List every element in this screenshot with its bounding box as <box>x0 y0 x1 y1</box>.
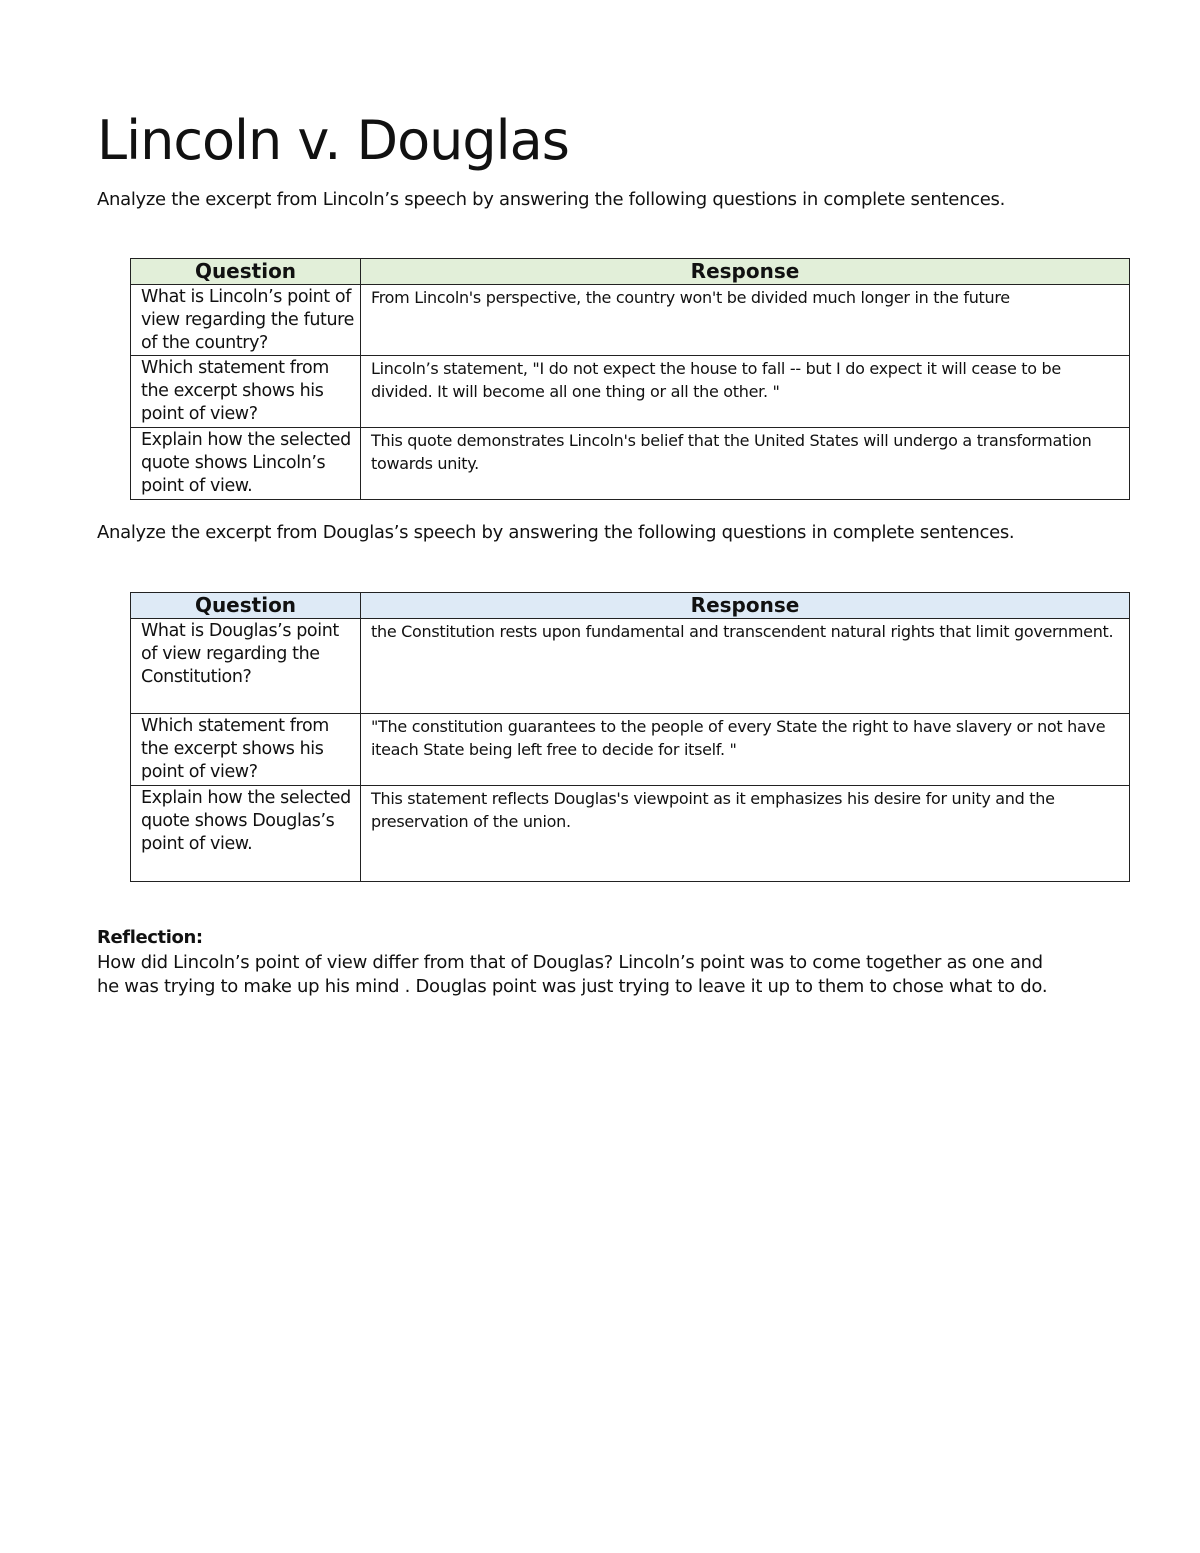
question-cell: Explain how the selected quote shows Lincoln’s point of view. <box>131 428 361 500</box>
response-cell: This statement reflects Douglas's viewpoint as it emphasizes his desire for unity and the preservation of the union. <box>361 786 1130 882</box>
reflection-label: Reflection: <box>97 927 203 948</box>
question-header: Question <box>131 593 361 619</box>
table-row <box>131 356 1130 428</box>
table-header-row <box>131 593 1130 619</box>
table-header-row <box>131 259 1130 285</box>
response-cell: the Constitution rests upon fundamental and transcendent natural rights that limit government. <box>361 619 1130 714</box>
table-row <box>131 285 1130 356</box>
response-cell: "The constitution guarantees to the people of every State the right to have slavery or not have iteach State being left free to decide for itself. " <box>361 714 1130 786</box>
response-header: Response <box>361 259 1130 285</box>
response-cell: From Lincoln's perspective, the country won't be divided much longer in the future <box>361 285 1130 356</box>
question-header: Question <box>131 259 361 285</box>
lincoln-table <box>130 258 1130 500</box>
table-row <box>131 786 1130 882</box>
question-cell: Which statement from the excerpt shows his point of view? <box>131 356 361 428</box>
douglas-table <box>130 592 1130 882</box>
question-cell: Explain how the selected quote shows Douglas’s point of view. <box>131 786 361 882</box>
reflection-text: How did Lincoln’s point of view differ from that of Douglas? Lincoln’s point was to come together as one and he was trying to make up his mind . Douglas point was just trying to leave it up to them to chose what to do. <box>97 952 1048 997</box>
page-title: Lincoln v. Douglas <box>97 109 569 172</box>
question-cell: Which statement from the excerpt shows his point of view? <box>131 714 361 786</box>
question-cell: What is Douglas’s point of view regarding the Constitution? <box>131 619 361 714</box>
douglas-instructions: Analyze the excerpt from Douglas’s speech by answering the following questions in complete sentences. <box>97 522 1015 543</box>
response-header: Response <box>361 593 1130 619</box>
table-row <box>131 714 1130 786</box>
table-row <box>131 428 1130 500</box>
response-cell: Lincoln’s statement, "I do not expect the house to fall -- but I do expect it will cease to be divided. It will become all one thing or all the other. " <box>361 356 1130 428</box>
table-row <box>131 619 1130 714</box>
response-cell: This quote demonstrates Lincoln's belief that the United States will undergo a transformation towards unity. <box>361 428 1130 500</box>
question-cell: What is Lincoln’s point of view regarding the future of the country? <box>131 285 361 356</box>
lincoln-instructions: Analyze the excerpt from Lincoln’s speech by answering the following questions in complete sentences. <box>97 189 1005 210</box>
